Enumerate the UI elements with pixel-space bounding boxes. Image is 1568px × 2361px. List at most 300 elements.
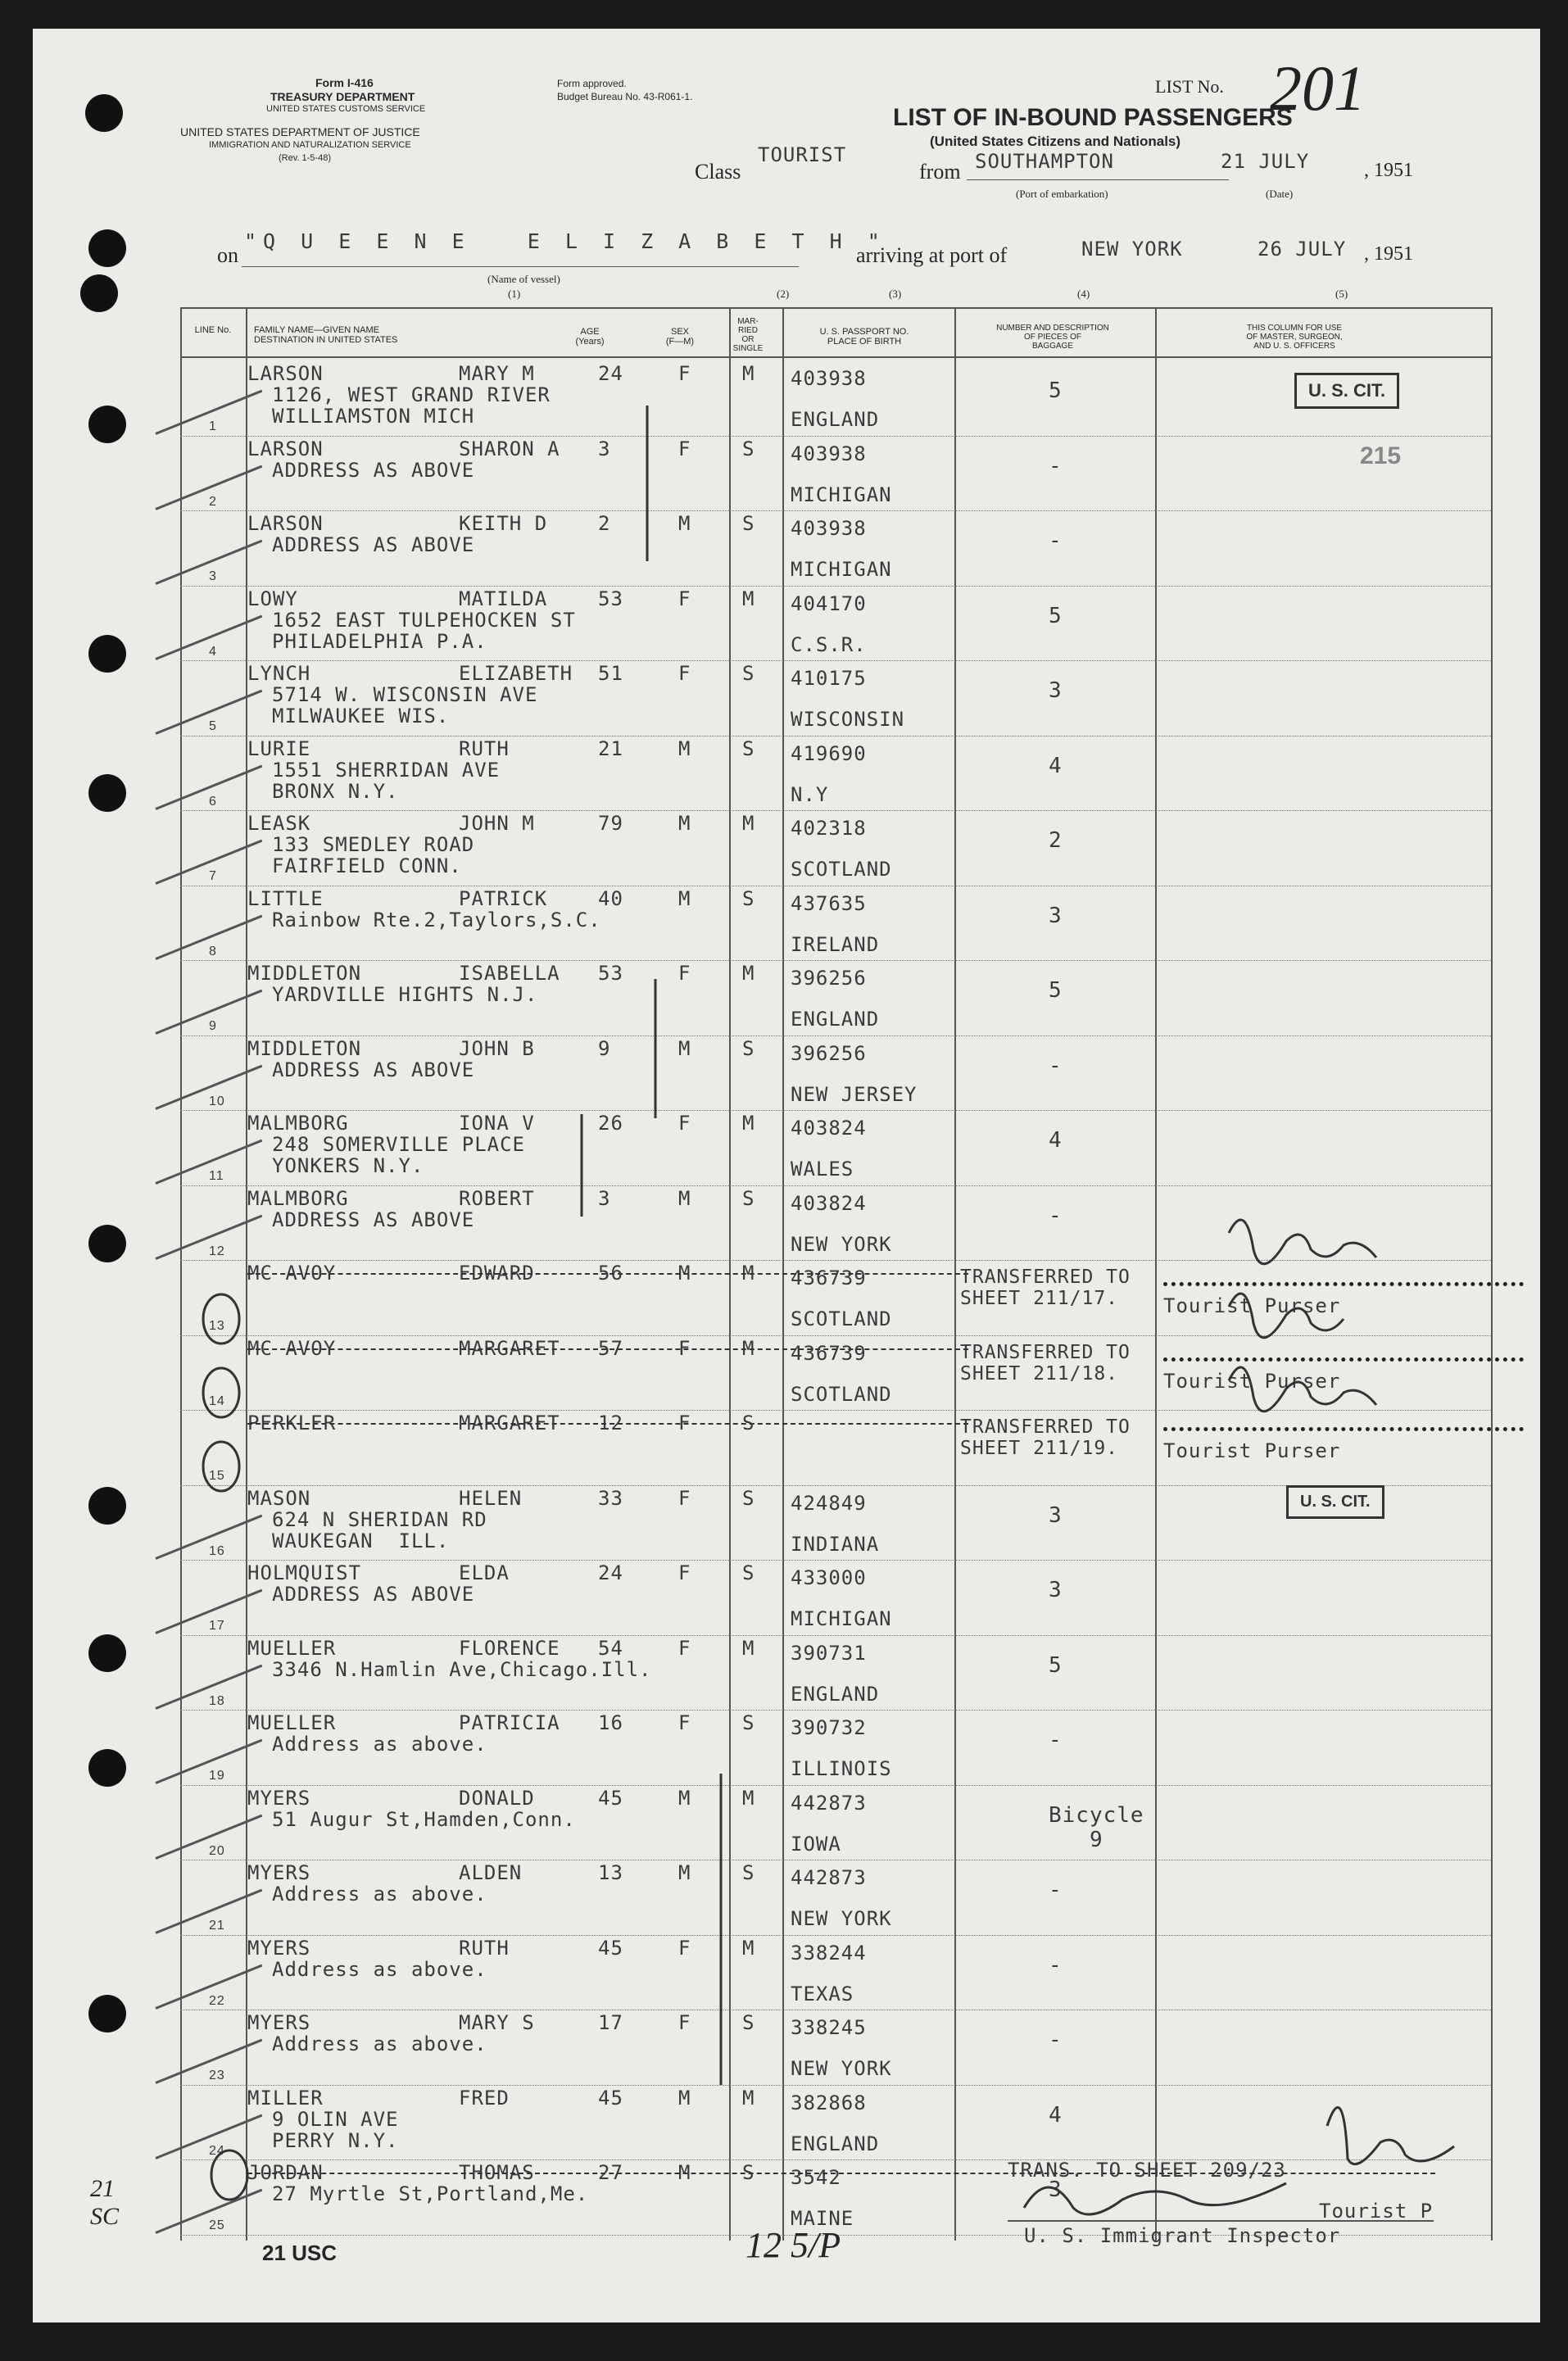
passenger-given-name: EDWARD [459,1262,535,1285]
row-line-number: 24 [209,2143,225,2158]
passenger-age: 33 [598,1486,623,1510]
passenger-address-line1: ADDRESS AS ABOVE [272,1583,475,1606]
passport-number: 410175 [791,667,867,690]
passenger-given-name: IONA V [459,1112,535,1135]
baggage-count: - [1049,1053,1063,1078]
budget-bureau: Budget Bureau No. 43-R061-1. [557,91,693,102]
passenger-age: 3 [598,1186,611,1210]
baggage-count: 5 [1049,603,1063,628]
col-num-2: (2) [777,288,790,300]
passenger-sex: M [678,812,691,835]
passenger-address-line1: Rainbow Rte.2,Taylors,S.C. [272,908,601,931]
place-of-birth: MAINE [791,2207,854,2230]
passenger-marital-status: M [742,1112,755,1135]
passenger-family-name: LITTLE [247,886,324,910]
signature-scribble [1024,2183,1286,2214]
passport-number: 436739 [791,1267,867,1289]
place-of-birth: SCOTLAND [791,858,892,881]
passenger-family-name: MYERS [247,2011,311,2034]
passenger-marital-status: S [742,2011,755,2034]
place-of-birth: NEW YORK [791,1232,892,1256]
baggage-count: - [1049,528,1063,553]
passenger-age: 21 [598,736,623,760]
passport-number: 396256 [791,967,867,990]
passenger-sex: F [678,1412,691,1434]
passport-number: 442873 [791,1791,867,1815]
passenger-sex: M [678,1186,691,1210]
baggage-count: - [1049,1203,1063,1228]
passenger-family-name: MILLER [247,2086,324,2109]
passenger-given-name: MARGARET [459,1336,560,1360]
place-of-birth: INDIANA [791,1532,880,1556]
passenger-given-name: DONALD [459,1786,535,1810]
col-num-1: (1) [508,288,521,300]
baggage-count: 3 [1049,903,1063,928]
circle-mark [203,1294,239,1344]
passenger-marital-status: M [742,1636,755,1660]
baggage-count: 3 [1049,1578,1063,1602]
passenger-given-name: PATRICIA [459,1711,560,1734]
place-of-birth: MICHIGAN [791,1607,892,1630]
justice-dept: UNITED STATES DEPARTMENT OF JUSTICE [180,125,420,138]
passenger-marital-status: S [742,512,755,535]
passenger-given-name: FLORENCE [459,1636,560,1660]
baggage-transfer-note: TRANSFERRED TO SHEET 211/18. [960,1341,1131,1384]
passport-number: 390731 [791,1641,867,1665]
passenger-sex: M [678,1786,691,1810]
passenger-address-line1: 1551 SHERRIDAN AVE [272,758,501,782]
passenger-family-name: MASON [247,1486,311,1510]
baggage-count: 2 [1049,828,1063,853]
passenger-address-line1: Address as above. [272,2032,487,2055]
passenger-address-line1: 27 Myrtle St,Portland,Me. [272,2182,589,2205]
passenger-address-line2: WILLIAMSTON MICH [272,405,475,428]
row-line-number: 25 [209,2218,225,2232]
passenger-sex: F [678,587,691,610]
row-line-number: 21 [209,1919,225,1933]
baggage-count: 4 [1049,2102,1063,2128]
document-page [33,29,1540,2322]
list-number: 201 [1270,52,1366,124]
purser-note: Tourist Purser [1163,1294,1341,1317]
port-caption: (Port of embarkation) [1016,188,1108,200]
passenger-age: 17 [598,2011,623,2034]
row-line-number: 23 [209,2069,225,2082]
passenger-given-name: SHARON A [459,437,560,460]
passenger-age: 79 [598,812,623,835]
passenger-age: 26 [598,1112,623,1135]
passenger-age: 45 [598,1936,623,1960]
passenger-sex: F [678,437,691,460]
purser-note: Tourist Purser [1163,1439,1341,1462]
ins-service: IMMIGRATION AND NATURALIZATION SERVICE [209,140,411,150]
baggage-count: 3 [1049,2177,1063,2202]
passport-number: 390732 [791,1716,867,1739]
treasury-dept: TREASURY DEPARTMENT [270,90,415,103]
passenger-family-name: MC AVOY [247,1336,337,1360]
passenger-age: 2 [598,512,611,535]
passport-number: 396256 [791,1041,867,1065]
place-of-birth: IOWA [791,1832,841,1856]
col-header-baggage: NUMBER AND DESCRIPTION OF PIECES OF BAGGAGE [996,324,1109,351]
baggage-count: 4 [1049,753,1063,778]
row-line-number: 7 [209,869,217,883]
passenger-age: 53 [598,962,623,985]
passenger-given-name: JOHN B [459,1036,535,1060]
passport-number: 3542 [791,2166,841,2189]
passport-number: 403938 [791,367,867,390]
circle-mark [211,2150,247,2200]
baggage-count: - [1049,1878,1063,1902]
passenger-sex: F [678,1336,691,1360]
baggage-count: Bicycle 9 [1049,1802,1144,1852]
passenger-sex: F [678,1561,691,1584]
row-line-number: 11 [209,1169,224,1183]
passenger-address-line2: MILWAUKEE WIS. [272,705,450,727]
col-header-line: LINE No. [194,325,232,335]
passport-number: 403824 [791,1191,867,1215]
passenger-sex: M [678,1861,691,1884]
passenger-sex: F [678,1112,691,1135]
place-of-birth: ILLINOIS [791,1757,892,1780]
passenger-address-line2: PERRY N.Y. [272,2128,399,2152]
place-of-birth: ENGLAND [791,2132,880,2155]
passenger-age: 56 [598,1262,623,1285]
passenger-sex: M [678,2161,691,2184]
passenger-family-name: LOWY [247,587,298,610]
passenger-age: 54 [598,1636,623,1660]
row-line-number: 5 [209,719,217,733]
passenger-marital-status: M [742,962,755,985]
passenger-age: 13 [598,1861,623,1884]
passenger-family-name: LARSON [247,512,324,535]
passenger-given-name: FRED [459,2086,510,2109]
class-value: TOURIST [758,143,847,166]
circle-mark [203,1442,239,1491]
col-num-5: (5) [1335,288,1348,300]
passenger-address-line1: 9 OLIN AVE [272,2107,399,2131]
passenger-address-line1: 624 N SHERIDAN RD [272,1507,487,1531]
row-line-number: 8 [209,944,217,958]
passenger-given-name: ELIZABETH [459,662,573,685]
passport-number: 403824 [791,1117,867,1140]
passenger-sex: F [678,2011,691,2034]
passenger-sex: F [678,1486,691,1510]
passport-number: 338245 [791,2016,867,2039]
passenger-marital-status: S [742,437,755,460]
passenger-age: 51 [598,662,623,685]
passenger-address-line1: YARDVILLE HIGHTS N.J. [272,983,538,1006]
passenger-family-name: PERKLER [247,1412,337,1434]
passenger-marital-status: M [742,812,755,835]
signature-scribble [1229,1294,1344,1338]
us-citizen-stamp: U. S. CIT. [1286,1485,1384,1519]
passenger-address-line1: Address as above. [272,1957,487,1981]
passenger-marital-status: S [742,2161,755,2184]
passenger-address-line1: 1126, WEST GRAND RIVER [272,383,551,406]
passenger-marital-status: S [742,886,755,910]
vessel-name: "Q U E E N E E L I Z A B E T H " [244,229,886,253]
baggage-count: - [1049,1728,1063,1752]
passenger-sex: F [678,1636,691,1660]
passenger-sex: M [678,1262,691,1285]
passenger-address-line1: Address as above. [272,1733,487,1756]
row-line-number: 10 [209,1094,225,1108]
place-of-birth: NEW YORK [791,2057,892,2080]
arriving-label: arriving at port of [856,243,1008,267]
passenger-address-line2: YONKERS N.Y. [272,1154,424,1177]
place-of-birth: SCOTLAND [791,1307,892,1330]
passenger-address-line1: 1652 EAST TULPEHOCKEN ST [272,608,576,632]
col-header-officers: THIS COLUMN FOR USE OF MASTER, SURGEON, AND U. S. OFFICERS [1246,324,1343,351]
passenger-age: 12 [598,1412,623,1434]
page-stamp-215: 215 [1360,442,1402,469]
passport-number: 437635 [791,891,867,915]
col-num-3: (3) [889,288,902,300]
passport-number: 403938 [791,517,867,540]
row-line-number: 13 [209,1319,225,1333]
passenger-age: 45 [598,1786,623,1810]
baggage-count: 5 [1049,978,1063,1003]
baggage-count: - [1049,453,1063,478]
passenger-family-name: LYNCH [247,662,311,685]
passenger-age: 24 [598,1561,623,1584]
inspector-label: U. S. Immigrant Inspector [1024,2224,1341,2247]
col-header-age: AGE (Years) [575,327,605,347]
embarkation-port: SOUTHAMPTON [975,150,1114,173]
passenger-address-line1: 5714 W. WISCONSIN AVE [272,683,538,706]
passenger-age: 9 [598,1036,611,1060]
passenger-family-name: LARSON [247,362,324,385]
place-of-birth: NEW YORK [791,1907,892,1930]
passenger-address-line1: ADDRESS AS ABOVE [272,1058,475,1081]
passport-number: 404170 [791,591,867,615]
passenger-marital-status: M [742,1786,755,1810]
place-of-birth: SCOTLAND [791,1382,892,1406]
passenger-family-name: JORDAN [247,2161,324,2184]
passenger-marital-status: M [742,2086,755,2109]
place-of-birth: WALES [791,1158,854,1180]
passenger-given-name: MATILDA [459,587,548,610]
place-of-birth: ENGLAND [791,1682,880,1706]
row-line-number: 17 [209,1619,225,1633]
passenger-age: 45 [598,2086,623,2109]
date-caption: (Date) [1266,188,1294,200]
baggage-transfer-note: TRANSFERRED TO SHEET 211/17. [960,1267,1131,1309]
passenger-family-name: HOLMQUIST [247,1561,362,1584]
passenger-address-line1: 248 SOMERVILLE PLACE [272,1133,525,1156]
passenger-age: 24 [598,362,623,385]
row-line-number: 18 [209,1693,225,1708]
passenger-age: 57 [598,1336,623,1360]
passenger-address-line2: BRONX N.Y. [272,779,399,803]
passenger-sex: F [678,962,691,985]
baggage-count: 5 [1049,1652,1063,1678]
place-of-birth: ENGLAND [791,408,880,431]
passport-number: 402318 [791,817,867,840]
passenger-given-name: ELDA [459,1561,510,1584]
margin-note: 21 SC [90,2175,120,2230]
form-approved: Form approved. [557,78,627,89]
passenger-family-name: MYERS [247,1786,311,1810]
passenger-address-line2: FAIRFIELD CONN. [272,854,462,877]
passenger-sex: M [678,736,691,760]
departure-year: , 1951 [1364,160,1413,181]
baggage-count: - [1049,2028,1063,2052]
passenger-marital-status: M [742,1262,755,1285]
page-subtitle: (United States Citizens and Nationals) [930,134,1181,149]
col-header-passport: U. S. PASSPORT NO. PLACE OF BIRTH [819,327,909,347]
passenger-address-line1: ADDRESS AS ABOVE [272,533,475,556]
passport-number: 433000 [791,1566,867,1589]
passenger-family-name: LARSON [247,437,324,460]
passenger-age: 53 [598,587,623,610]
passenger-family-name: MYERS [247,1936,311,1960]
passenger-marital-status: S [742,1186,755,1210]
passenger-family-name: MALMBORG [247,1186,349,1210]
row-line-number: 16 [209,1543,225,1558]
passenger-family-name: MALMBORG [247,1112,349,1135]
place-of-birth: MICHIGAN [791,558,892,581]
arrival-year: , 1951 [1364,243,1413,265]
passport-number: 442873 [791,1866,867,1889]
list-no-label: LIST No. [1155,76,1224,97]
passenger-address-line1: Address as above. [272,1883,487,1906]
passenger-given-name: KEITH D [459,512,548,535]
transfer-note-last: TRANS. TO SHEET 209/23 [1008,2159,1286,2182]
row-line-number: 2 [209,494,217,509]
passenger-family-name: MUELLER [247,1711,337,1734]
passenger-marital-status: S [742,736,755,760]
passenger-marital-status: S [742,1486,755,1510]
passenger-family-name: LURIE [247,736,311,760]
col-header-sex: SEX (F—M) [665,327,695,347]
passenger-family-name: LEASK [247,812,311,835]
circle-mark [203,1368,239,1417]
col-header-married: MAR- RIED OR SINGLE [732,317,764,353]
passenger-marital-status: S [742,1412,755,1434]
baggage-count: 3 [1049,678,1063,703]
passenger-marital-status: S [742,662,755,685]
passenger-age: 3 [598,437,611,460]
col-header-name: FAMILY NAME—GIVEN NAME DESTINATION IN UNITED STATES [254,325,398,345]
passport-number: 424849 [791,1491,867,1515]
purser-note-last: Tourist P [1319,2200,1434,2223]
passenger-family-name: MC AVOY [247,1262,337,1285]
passenger-address-line1: ADDRESS AS ABOVE [272,1208,475,1231]
place-of-birth: WISCONSIN [791,708,905,731]
passenger-sex: F [678,1936,691,1960]
place-of-birth: N.Y [791,782,829,806]
passenger-address-line2: PHILADELPHIA P.A. [272,629,487,653]
passenger-address-line1: 3346 N.Hamlin Ave,Chicago.Ill. [272,1657,652,1681]
place-of-birth: ENGLAND [791,1008,880,1031]
passenger-sex: M [678,512,691,535]
arrival-date: 26 JULY [1258,238,1347,261]
passenger-marital-status: S [742,1711,755,1734]
place-of-birth: IRELAND [791,932,880,956]
passenger-given-name: MARGARET [459,1412,560,1434]
passenger-marital-status: M [742,1336,755,1360]
passenger-marital-status: S [742,1561,755,1584]
passenger-age: 16 [598,1711,623,1734]
passenger-family-name: MIDDLETON [247,962,362,985]
passenger-given-name: HELEN [459,1486,523,1510]
passenger-family-name: MUELLER [247,1636,337,1660]
col-num-4: (4) [1077,288,1090,300]
passenger-marital-status: S [742,1861,755,1884]
baggage-count: 5 [1049,378,1063,403]
vessel-caption: (Name of vessel) [487,273,560,285]
passenger-age: 27 [598,2161,623,2184]
passport-number: 382868 [791,2091,867,2114]
departure-date: 21 JULY [1221,150,1310,173]
passenger-marital-status: M [742,1936,755,1960]
place-of-birth: NEW JERSEY [791,1082,918,1106]
passenger-given-name: RUTH [459,736,510,760]
from-label: from [919,160,961,184]
passenger-given-name: ROBERT [459,1186,535,1210]
passenger-given-name: RUTH [459,1936,510,1960]
form-number: Form I-416 [315,76,374,89]
class-label: Class [695,160,741,184]
passenger-sex: M [678,2086,691,2109]
place-of-birth: C.S.R. [791,632,867,656]
arrival-port: NEW YORK [1081,238,1183,261]
passenger-given-name: MARY M [459,362,535,385]
passport-number: 436739 [791,1341,867,1365]
row-line-number: 3 [209,569,217,583]
signature-scribble [1327,2108,1454,2164]
revision: (Rev. 1-5-48) [279,153,331,163]
passenger-sex: F [678,362,691,385]
row-line-number: 15 [209,1469,225,1483]
signature-scribble [1229,1220,1376,1264]
footer-fraction: 12 5/P [745,2225,841,2265]
on-label: on [217,243,238,267]
baggage-count: 4 [1049,1128,1063,1153]
passenger-family-name: MIDDLETON [247,1036,362,1060]
row-line-number: 9 [209,1019,217,1033]
passenger-age: 40 [598,886,623,910]
baggage-count: - [1049,1952,1063,1978]
passenger-address-line1: 133 SMEDLEY ROAD [272,833,475,856]
passenger-address-line2: WAUKEGAN ILL. [272,1529,450,1552]
passenger-marital-status: M [742,587,755,610]
row-line-number: 1 [209,419,217,433]
baggage-count: 3 [1049,1502,1063,1528]
passenger-given-name: ISABELLA [459,962,560,985]
baggage-transfer-note: TRANSFERRED TO SHEET 211/19. [960,1416,1131,1459]
customs-service: UNITED STATES CUSTOMS SERVICE [266,104,426,114]
footer-usc: 21 USC [262,2241,338,2265]
row-line-number: 20 [209,1843,225,1858]
row-line-number: 6 [209,794,217,809]
passenger-sex: F [678,662,691,685]
row-line-number: 14 [209,1393,225,1408]
passenger-given-name: THOMAS [459,2161,535,2184]
purser-note: Tourist Purser [1163,1370,1341,1393]
passenger-family-name: MYERS [247,1861,311,1884]
passport-number: 338244 [791,1941,867,1964]
row-line-number: 19 [209,1769,225,1783]
row-line-number: 12 [209,1244,225,1258]
us-citizen-stamp: U. S. CIT. [1294,373,1399,409]
signature-scribble [1229,1367,1376,1412]
passenger-sex: M [678,1036,691,1060]
handwriting-overlay [33,29,1540,2322]
passport-number: 403938 [791,442,867,465]
